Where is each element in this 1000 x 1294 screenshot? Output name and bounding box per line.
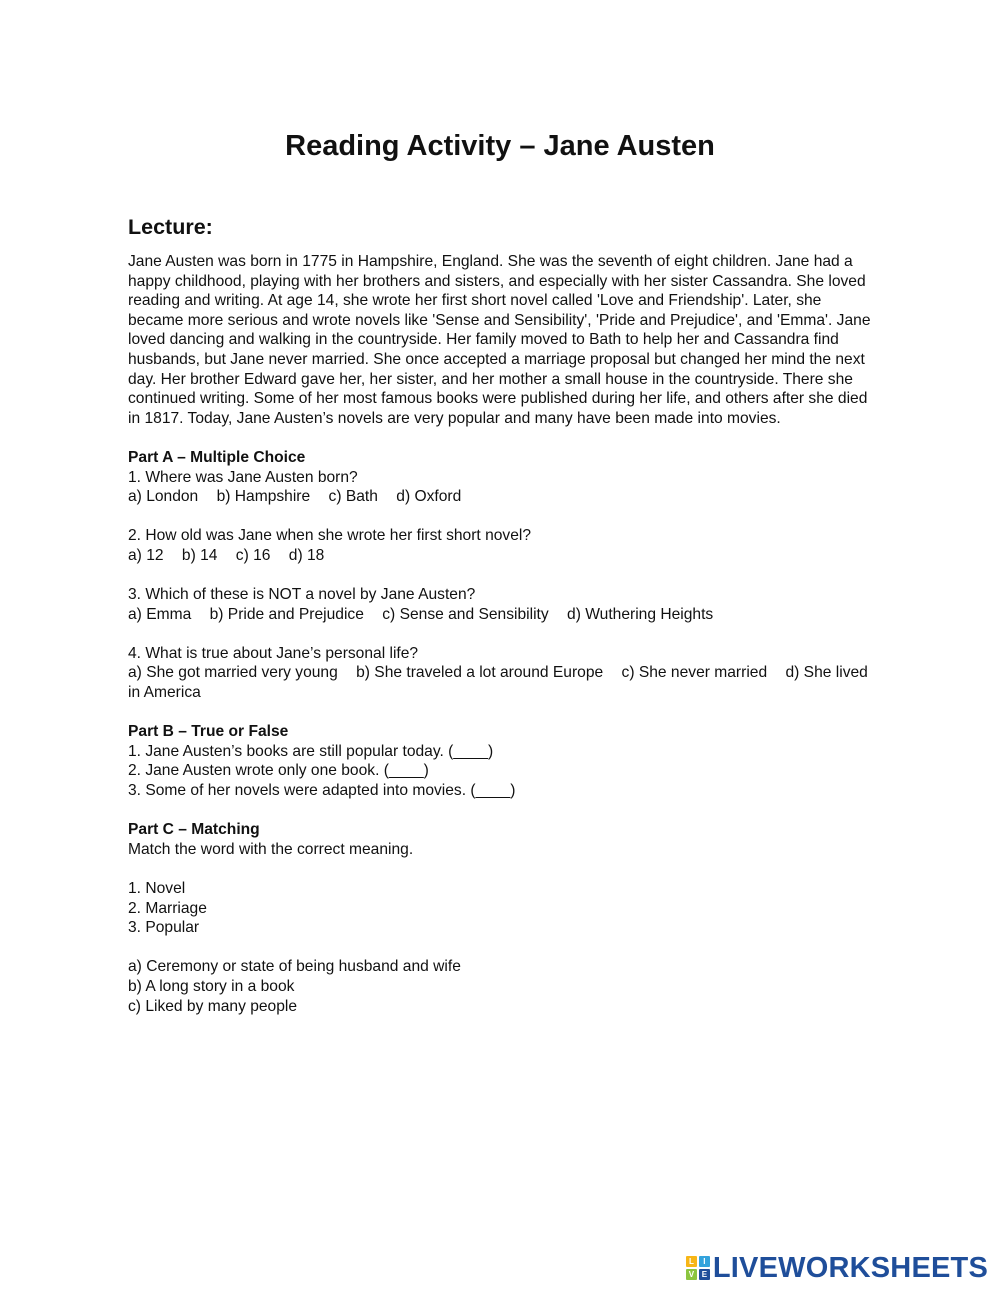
- part-b-title: Part B – True or False: [128, 723, 289, 741]
- question-1-options: [128, 487, 878, 507]
- question-2-options: [128, 546, 878, 566]
- question-4-block: [128, 644, 878, 703]
- question-4: 4. What is true about Jane’s personal life?: [128, 644, 419, 662]
- logo-mark-letter-v: V: [686, 1269, 697, 1280]
- lecture-paragraph: Jane Austen was born in 1775 in Hampshire, England. She was the seventh of eight children. Jane had a happy childhood, playing with her brothers and sisters, and especially with her sister Cassandra. She loved reading and writing. At age 14, she wrote her first short novel called 'Love and Friendship'. Later, she became more serious and wrote novels like 'Sense and Sensibility', 'Pride and Prejudice', and 'Emma'. Jane loved dancing and walking in the countryside. Her family moved to Bath to help her and Cassandra find husbands, but Jane never married. She once accepted a marriage proposal but changed her mind the next day. Her brother Edward gave her, her sister, and her mother a small house in the countryside. There she continued writing. Some of her most famous books were published during her life, and others after she died in 1817. Today, Jane Austen’s novels are very popular and many have been made into movies.: [128, 253, 871, 427]
- true-false-item-2[interactable]: 2. Jane Austen wrote only one book. (____): [128, 762, 429, 780]
- true-false-item-3[interactable]: 3. Some of her novels were adapted into movies. (____): [128, 782, 516, 800]
- question-2-option-d[interactable]: d) 18: [288, 546, 325, 564]
- question-3: 3. Which of these is NOT a novel by Jane Austen?: [128, 586, 476, 604]
- page-title: Reading Activity – Jane Austen: [285, 130, 715, 162]
- liveworksheets-logo-icon: [686, 1256, 710, 1280]
- part-a-title: Part A – Multiple Choice: [128, 448, 306, 466]
- logo-mark-letter-e: E: [699, 1269, 710, 1280]
- question-4-option-d[interactable]: d) She lived in America: [128, 664, 868, 702]
- question-4-options: [128, 663, 878, 702]
- question-2-option-b[interactable]: b) 14: [181, 546, 218, 564]
- question-4-option-c[interactable]: c) She never married: [621, 664, 768, 682]
- question-2-block: [128, 526, 878, 565]
- matching-meaning-b[interactable]: b) A long story in a book: [128, 977, 295, 995]
- question-1-option-b[interactable]: b) Hampshire: [216, 488, 311, 506]
- question-3-block: [128, 585, 878, 624]
- question-3-option-c[interactable]: c) Sense and Sensibility: [382, 605, 549, 623]
- part-a-title-block: [128, 448, 878, 507]
- lecture-heading: Lecture:: [128, 215, 213, 239]
- matching-word-2[interactable]: 2. Marriage: [128, 899, 207, 917]
- logo-mark-letter-l: L: [686, 1256, 697, 1267]
- question-3-option-d[interactable]: d) Wuthering Heights: [567, 605, 714, 623]
- question-2: 2. How old was Jane when she wrote her first short novel?: [128, 527, 532, 545]
- part-b-block: [128, 722, 878, 800]
- logo-mark-letter-i: I: [699, 1256, 710, 1267]
- question-1-option-d[interactable]: d) Oxford: [396, 488, 462, 506]
- question-3-option-a[interactable]: a) Emma: [128, 605, 192, 623]
- liveworksheets-logo: [686, 1254, 988, 1282]
- part-c-title: Part C – Matching: [128, 821, 260, 839]
- question-2-option-c[interactable]: c) 16: [235, 546, 271, 564]
- question-2-option-a[interactable]: a) 12: [128, 546, 164, 564]
- part-c-block: [128, 820, 878, 859]
- true-false-item-1[interactable]: 1. Jane Austen’s books are still popular today. (____): [128, 742, 494, 760]
- matching-words: [128, 879, 878, 938]
- matching-meaning-c[interactable]: c) Liked by many people: [128, 997, 298, 1015]
- matching-word-3[interactable]: 3. Popular: [128, 919, 200, 937]
- question-4-option-a[interactable]: a) She got married very young: [128, 664, 338, 682]
- matching-word-1[interactable]: 1. Novel: [128, 880, 186, 897]
- question-3-option-b[interactable]: b) Pride and Prejudice: [209, 605, 364, 623]
- part-c-instruction: Match the word with the correct meaning.: [128, 840, 414, 858]
- question-1-option-a[interactable]: a) London: [128, 488, 199, 506]
- question-1-option-c[interactable]: c) Bath: [328, 488, 378, 506]
- question-4-option-b[interactable]: b) She traveled a lot around Europe: [356, 664, 604, 682]
- matching-meanings: [128, 957, 878, 1016]
- liveworksheets-logo-text: LIVEWORKSHEETS: [712, 1252, 988, 1284]
- worksheet-content: [128, 212, 878, 1036]
- question-1: 1. Where was Jane Austen born?: [128, 468, 358, 486]
- matching-meaning-a[interactable]: a) Ceremony or state of being husband and wife: [128, 958, 461, 976]
- question-3-options: [128, 605, 878, 625]
